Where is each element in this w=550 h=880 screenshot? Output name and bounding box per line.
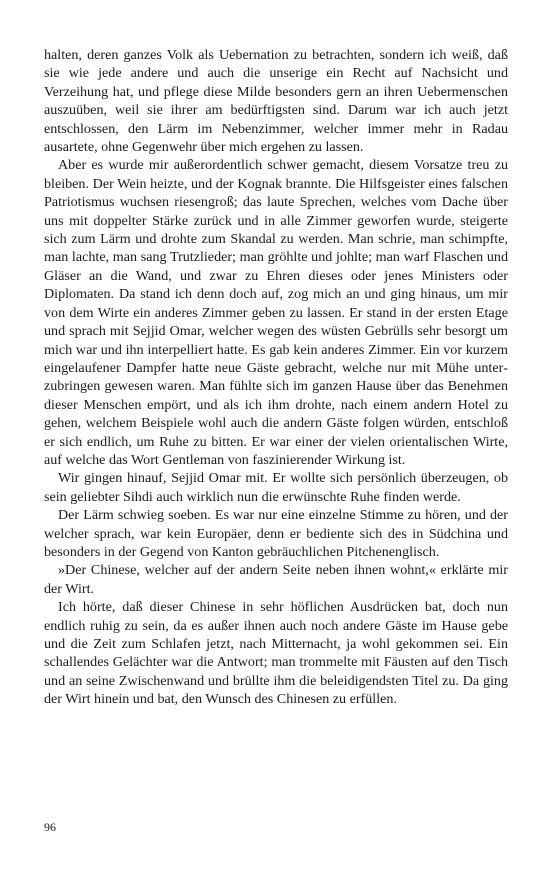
page-number: 96 (44, 820, 56, 834)
paragraph-6: Ich hörte, daß dieser Chinese in sehr höflichen Ausdrücken bat, doch nun endlich ruhig zu sein, da es außer ihnen auch noch andere Gäste im Hause gebe und die Zeit zum Schlafen jetzt, nach Mitternacht, ja wohl gekommen sei. Ein schallendes Gelächter war die Antwort; man trommelte mit Fäusten auf den Tisch und an seine Zwischenwand und brüllte ihm die beleidigendsten Titel zu. Da ging der Wirt hinein und bat, den Wunsch des Chinesen zu erfüllen. (44, 599, 508, 708)
page-body (44, 46, 508, 709)
paragraph-2: Aber es wurde mir außerordentlich schwer gemacht, diesem Vorsatze treu zu bleiben. Der Wein heizte, und der Kognak brannte. Die Hilfsgeister eines falschen Patriotismus wuchsen riesengroß; das laute Sprechen, welches vom Dache über uns mit doppelter Stärke zurück und in alle Zimmer geworfen wurde, steigerte sich zum Lärm und drohte zum Skandal zu werden. Man schrie, man schimpfte, man lachte, man sang Trutzlieder; man gröhlte und johlte; man warf Flaschen und Gläser an die Wand, und zwar zu Ehren dieses oder jenes Ministers oder Diplomaten. Da stand ich denn doch auf, zog mich an und ging hinaus, um mir von dem Wirte ein anderes Zimmer geben zu lassen. Er stand in der ersten Etage und sprach mit Sejjid Omar, welcher wegen des wüsten Gebrülls sehr besorgt um mich war und ihn interpelliert hatte. Es gab kein anderes Zimmer. Ein vor kurzem eingelaufener Dampfer hatte neue Gäste gebracht, welche nur mit Mühe unterzubringen gewesen waren. Man fühlte sich im ganzen Hause über das Benehmen dieser Menschen empört, und als ich ihm drohte, nach einem andern Hotel zu gehen, welchem Beispiele wohl auch die andern Gäste folgen würden, entschloß er sich endlich, um Ruhe zu bitten. Er war einer der vielen orientalischen Wirte, auf welche das Wort Gentleman von faszinierender Wirkung ist. (44, 157, 508, 468)
paragraph-5: »Der Chinese, welcher auf der andern Seite neben ihnen wohnt,« erklärte mir der Wirt. (44, 562, 508, 597)
paragraph-4: Der Lärm schwieg soeben. Es war nur eine einzelne Stimme zu hören, und der welcher sprach, war kein Europäer, denn er bediente sich des in Südchina und besonders in der Gegend von Kanton gebräuchlichen Pitchenenglisch. (44, 507, 508, 560)
paragraph-1: halten, deren ganzes Volk als Uebernation zu betrachten, sondern ich weiß, daß sie wie jede andere und auch die unserige ein Recht auf Nachsicht und Verzeihung hat, und pflege diese Milde besonders gern an ihren Uebermenschen auszuüben, weil sie ihrer am bedürftigsten sind. Darum war ich auch jetzt entschlossen, den Lärm im Nebenzimmer, welcher immer mehr in Radau ausartete, ohne Gegenwehr über mich ergehen zu lassen. (44, 47, 508, 156)
paragraph-3: Wir gingen hinauf, Sejjid Omar mit. Er wollte sich persönlich überzeugen, ob sein geliebter Sihdi auch wirklich nun die erwünschte Ruhe finden werde. (44, 470, 508, 505)
